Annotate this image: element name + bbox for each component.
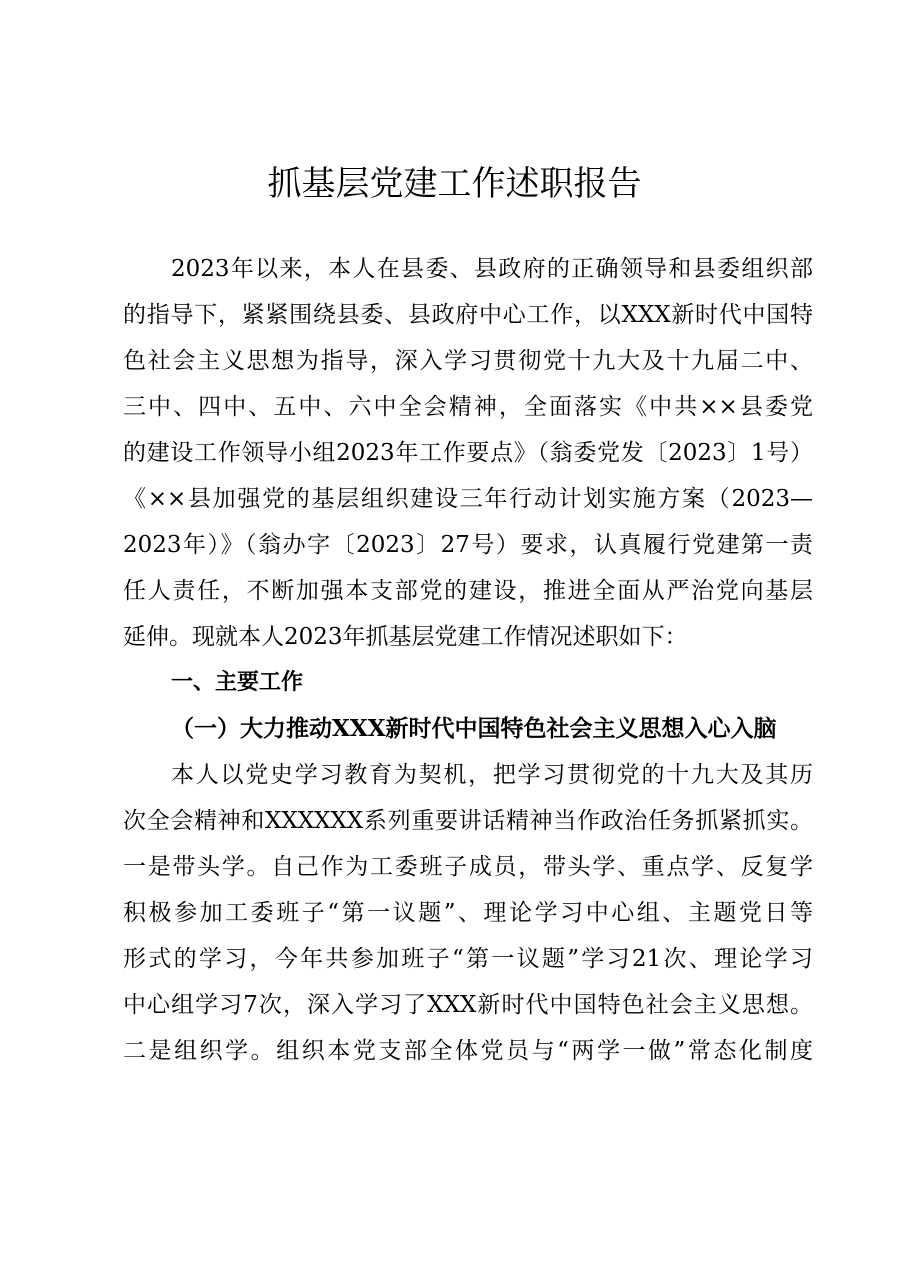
document-title: 抓基层党建工作述职报告 <box>267 164 642 204</box>
paragraph-line: 次全会精神和XXXXXX系列重要讲话精神当作政治任务抓紧抓实。 <box>123 808 813 834</box>
intro-line: 三中、四中、五中、六中全会精神，全面落实《中共××县委党 <box>123 394 813 420</box>
intro-line: 任人责任，不断加强本支部党的建设，推进全面从严治党向基层 <box>123 578 813 604</box>
intro-line: 延伸。现就本人2023年抓基层党建工作情况述职如下： <box>123 624 688 650</box>
intro-line: 2023年以来，本人在县委、县政府的正确领导和县委组织部 <box>171 256 813 282</box>
document-body <box>123 246 813 1074</box>
subsection-heading: （一）大力推动XXX新时代中国特色社会主义思想入心入脑 <box>171 715 777 742</box>
intro-line: 2023年）》（翁办字〔2023〕27号）要求，认真履行党建第一责 <box>123 532 813 558</box>
paragraph-line: 中心组学习7次，深入学习了XXX新时代中国特色社会主义思想。 <box>123 992 813 1018</box>
intro-line: 《××县加强党的基层组织建设三年行动计划实施方案（2023— <box>123 486 813 512</box>
section-heading: 一、主要工作 <box>171 670 304 695</box>
paragraph-line: 本人以党史学习教育为契机，把学习贯彻党的十九大及其历 <box>171 762 813 788</box>
paragraph-line: 积极参加工委班子“第一议题”、理论学习中心组、主题党日等 <box>123 900 813 926</box>
paragraph-line: 二是组织学。组织本党支部全体党员与“两学一做”常态化制度 <box>123 1038 813 1064</box>
intro-line: 色社会主义思想为指导，深入学习贯彻党十九大及十九届二中、 <box>123 348 813 374</box>
paragraph-line: 一是带头学。自己作为工委班子成员，带头学、重点学、反复学 <box>123 854 813 880</box>
intro-line: 的指导下，紧紧围绕县委、县政府中心工作，以XXX新时代中国特 <box>123 302 813 328</box>
paragraph-line: 形式的学习，今年共参加班子“第一议题”学习21次、理论学习 <box>123 946 813 972</box>
intro-line: 的建设工作领导小组2023年工作要点》（翁委党发〔2023〕1号） <box>123 440 813 466</box>
